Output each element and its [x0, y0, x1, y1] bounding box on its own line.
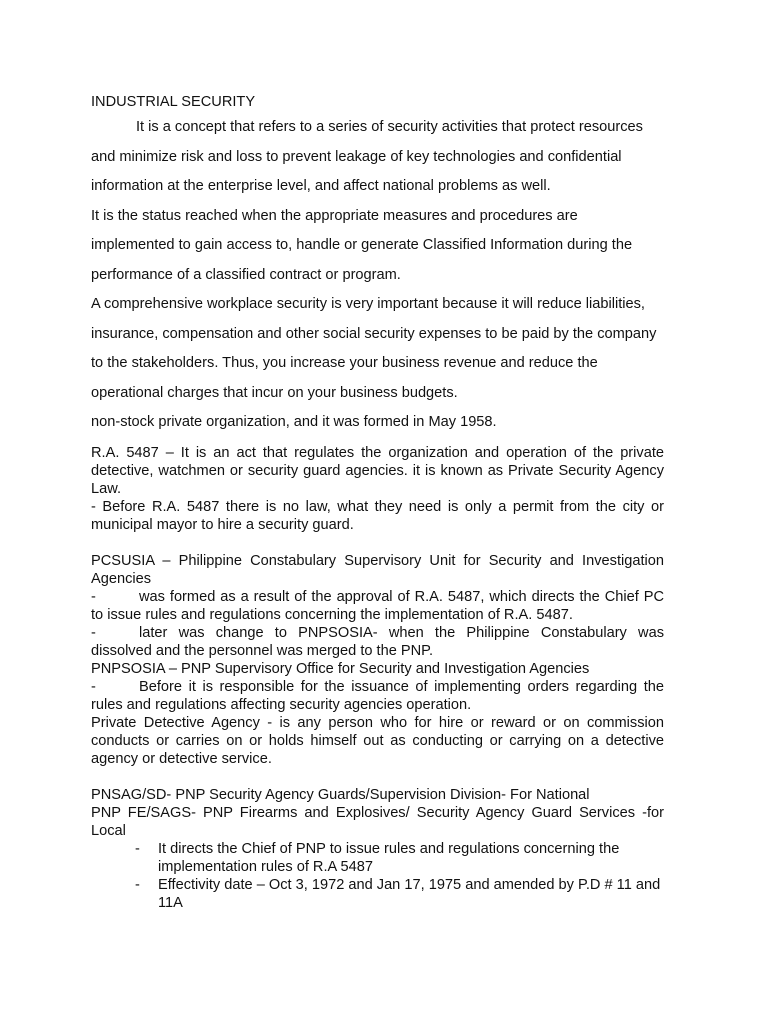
list-item-text: It directs the Chief of PNP to issue rules and regulations concerning the implementation rules of R.A 5487: [158, 840, 620, 875]
bullet-list: [91, 840, 664, 912]
list-item: [135, 876, 664, 912]
paragraph-pnp-fe: PNP FE/SAGS- PNP Firearms and Explosives/ Security Agency Guard Services -for Local: [91, 804, 664, 839]
paragraph-definition: It is a concept that refers to a series of security activities that protect resources and minimize risk and loss to prevent leakage of key technologies and confidential information at the enterprise level, and affect national problems as well.: [91, 119, 643, 194]
paragraph-ra5487: R.A. 5487 – It is an act that regulates the organization and operation of the private detective, watchmen or security guard agencies. it is known as Private Security Agency Law.: [91, 444, 664, 497]
pcsusia-item-2: [91, 624, 664, 660]
paragraph-organization: non-stock private organization, and it was formed in May 1958.: [91, 414, 497, 430]
list-item-text: Effectivity date – Oct 3, 1972 and Jan 17, 1975 and amended by P.D # 11 and 11A: [158, 876, 661, 911]
pnpsosia-item-1: [91, 678, 664, 714]
pcsusia-item-2-text: later was change to PNPSOSIA- when the Philippine Constabulary was dissolved and the personnel was merged to the PNP.: [91, 624, 664, 659]
pcsusia-item-1-text: was formed as a result of the approval of R.A. 5487, which directs the Chief PC to issue rules and regulations concerning the implementation of R.A. 5487.: [91, 588, 664, 623]
list-item: [135, 840, 664, 876]
paragraph-workplace-security: A comprehensive workplace security is very important because it will reduce liabilities, insurance, compensation and other social security expenses to be paid by the company to the stakeholders. Thus, you increase your business revenue and reduce the operational charges that incur on your business budgets.: [91, 296, 657, 401]
agencies-section: [91, 444, 664, 912]
paragraph-private-detective: Private Detective Agency - is any person who for hire or reward or on commission conducts or carries on or holds himself out as conducting or carrying on a detective agency or detective service.: [91, 714, 664, 767]
paragraph-ra5487-note: - Before R.A. 5487 there is no law, what they need is only a permit from the city or municipal mayor to hire a security guard.: [91, 498, 664, 533]
heading-pnpsosia: PNPSOSIA – PNP Supervisory Office for Security and Investigation Agencies: [91, 660, 590, 677]
intro-section: [91, 113, 664, 438]
document-body: [91, 91, 664, 912]
bullet-dash: -: [135, 840, 140, 857]
dash-marker: -: [91, 588, 96, 605]
dash-marker: -: [91, 678, 96, 695]
paragraph-status: It is the status reached when the appropriate measures and procedures are implemented to gain access to, handle or generate Classified Information during the performance of a classified contract or program.: [91, 207, 633, 283]
paragraph-pnsag: PNSAG/SD- PNP Security Agency Guards/Supervision Division- For National: [91, 786, 590, 803]
pnpsosia-item-1-text: Before it is responsible for the issuance of implementing orders regarding the rules and regulations affecting security agencies operation.: [91, 678, 664, 713]
dash-marker: -: [91, 624, 96, 641]
document-title: INDUSTRIAL SECURITY: [91, 94, 256, 110]
pcsusia-item-1: [91, 588, 664, 624]
bullet-dash: -: [135, 876, 140, 893]
heading-pcsusia: PCSUSIA – Philippine Constabulary Supervisory Unit for Security and Investigation Agencies: [91, 552, 664, 587]
